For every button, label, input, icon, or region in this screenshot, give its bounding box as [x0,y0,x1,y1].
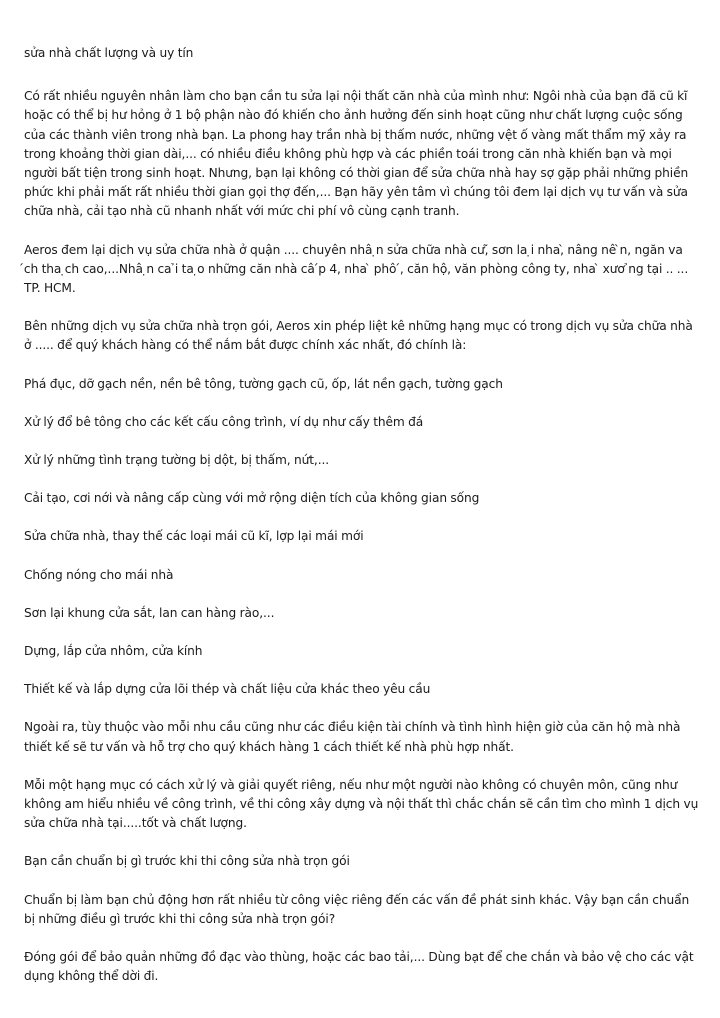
paragraph-packing: Đóng gói để bảo quản những đồ đạc vào thùng, hoặc các bao tải,... Dùng bạt để che chắn và bảo vệ cho các vật dụng không thể dời đi. [24,950,694,984]
paragraph-service-list-intro: Bên những dịch vụ sửa chữa nhà trọn gói, Aeros xin phép liệt kê những hạng mục có trong dịch vụ sửa chữa nhà ở ..... để quý khách hàng có thể nắm bắt được chính xác nhất, đó chính là: [24,319,693,353]
paragraph-expertise: Mỗi một hạng mục có cách xử lý và giải quyết riêng, nếu như một người nào không có chuyên môn, cũng như không am hiểu nhiều về công trình, về thi công xây dựng và nội thất thì chắc chắn sẽ cần tìm cho mình 1 dịch vụ sửa chữa nhà tại.....tốt và chất lượng. [24,777,699,831]
document-title: sửa nhà chất lượng và uy tín [24,46,194,60]
paragraph-consultation: Ngoài ra, tùy thuộc vào mỗi nhu cầu cũng như các điều kiện tài chính và tình hình hiện giờ của căn hộ mà nhà thiết kế sẽ tư vấn và hỗ trợ cho quý khách hàng 1 cách thiết kế nhà phù hợp nhất. [24,720,681,754]
list-item: Dựng, lắp cửa nhôm, cửa kính [24,644,203,659]
list-item: Chống nóng cho mái nhà [24,567,174,582]
list-item: Cải tạo, cơi nới và nâng cấp cùng với mở rộng diện tích của không gian sống [24,491,480,506]
paragraph-intro: Có rất nhiều nguyên nhân làm cho bạn cần tu sửa lại nội thất căn nhà của mình như: Ngôi nhà của bạn đã cũ kĩ hoặc có thể bị hư hỏng ở 1 bộ phận nào đó khiến cho ảnh hưởng đến sinh hoạt cũng như chất lượng cuộc sống của các thành viên trong nhà bạn. La phong hay trần nhà bị thấm nước, những vệt ố vàng mất thẩm mỹ xảy ra trong khoảng thời gian dài,... có nhiều điều không phù hợp và các phiền toái trong căn nhà khiến bạn và mọi người bất tiện trong sinh hoạt. Nhưng, bạn lại không có thời gian để sửa chữa nhà hay sợ gặp phải những phiền phức khi phải mất rất nhiều thời gian gọi thợ đến,... Bạn hãy yên tâm vì chúng tôi đem lại dịch vụ tư vấn và sửa chữa nhà, cải tạo nhà cũ nhanh nhất với mức chi phí vô cùng cạnh tranh. [24,89,689,219]
section-heading-preparation: Bạn cần chuẩn bị gì trước khi thi công sửa nhà trọn gói [24,854,350,869]
paragraph-aeros-service: Aeros đem lại dịch vụ sửa chữa nhà ở quận .... chuyên nhâ ̣n sửa chữa nhà cư,̃ sơn la ̣i nha,̀ nâng nê ̀n, ngăn va ́ch tha ̣ch cao,...Nhâ ̣n ca ̉i ta ̣o những căn nhà câ ́p 4, nha ̀ phô ́, căn hộ, văn phòng công ty, nha ̀ xươ ̉ng tại .. ... TP. HCM. [24,242,689,296]
list-item: Thiết kế và lắp dựng cửa lõi thép và chất liệu cửa khác theo yêu cầu [24,682,431,697]
list-item: Xử lý những tình trạng tường bị dột, bị thấm, nứt,... [24,453,330,468]
list-item: Sơn lại khung cửa sắt, lan can hàng rào,... [24,605,275,620]
list-item: Sửa chữa nhà, thay thế các loại mái cũ kĩ, lợp lại mái mới [24,529,364,544]
list-item: Xử lý đổ bê tông cho các kết cấu công trình, ví dụ như cấy thêm đá [24,414,424,429]
paragraph-preparation: Chuẩn bị làm bạn chủ động hơn rất nhiều từ công việc riêng đến các vấn đề phát sinh khác. Vậy bạn cần chuẩn bị những điều gì trước khi thi công sửa nhà trọn gói? [24,892,690,926]
list-item: Phá đục, dỡ gạch nền, nền bê tông, tường gạch cũ, ốp, lát nền gạch, tường gạch [24,376,503,391]
